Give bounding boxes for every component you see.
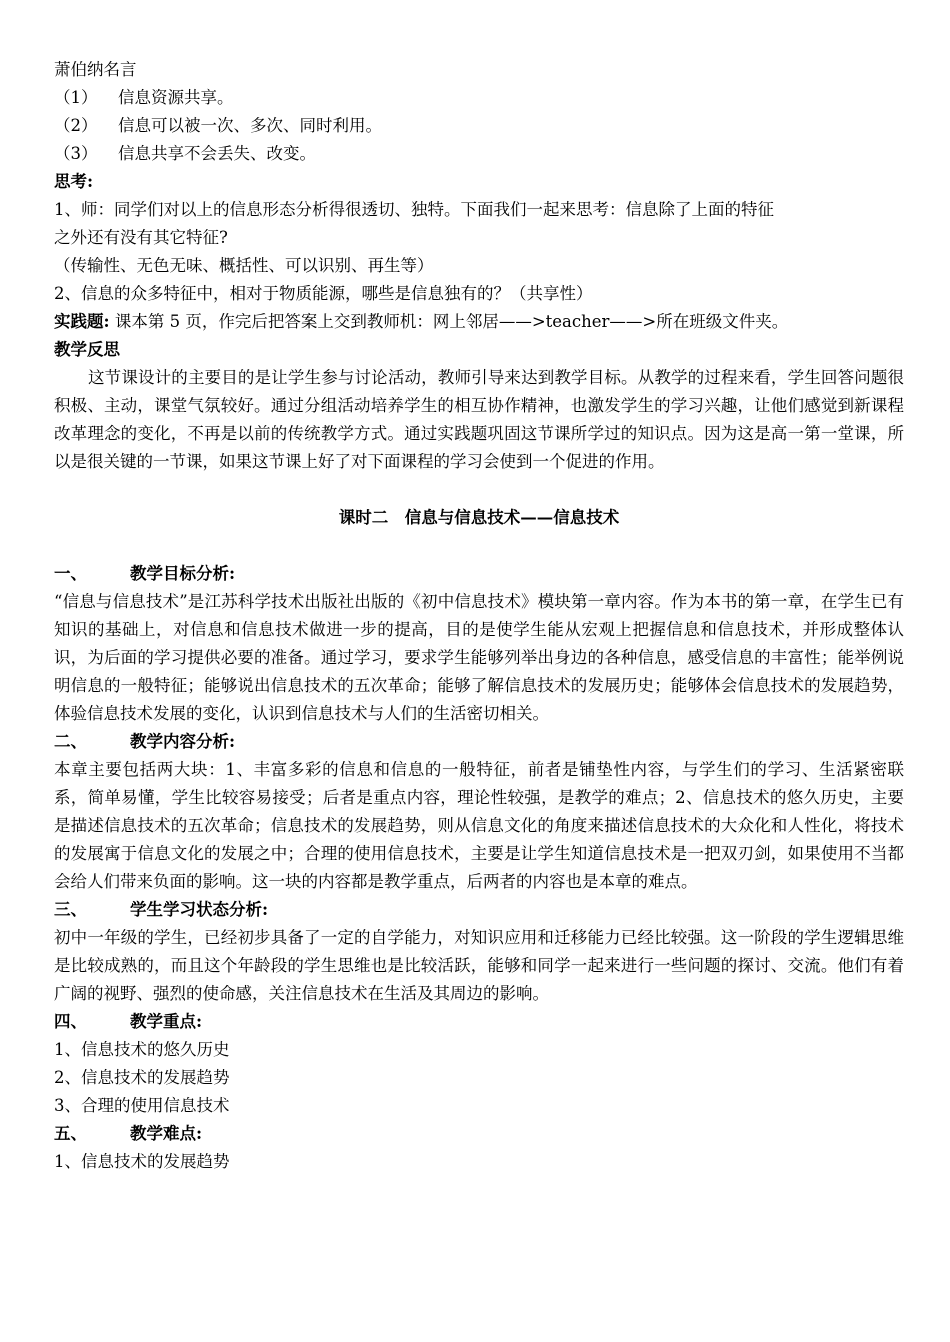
list-item: 3、合理的使用信息技术	[54, 1096, 230, 1115]
item-number: （3）	[54, 144, 98, 163]
section-title: 教学难点:	[130, 1124, 203, 1143]
item-number: （1）	[54, 88, 98, 107]
section-heading-difficulties	[54, 1120, 904, 1148]
document-page	[54, 56, 904, 1176]
section-number: 四、	[54, 1012, 87, 1031]
think-label: 思考:	[54, 172, 94, 191]
item-number: （2）	[54, 116, 98, 135]
item-text: 信息共享不会丢失、改变。	[118, 144, 316, 163]
list-item: 1、信息技术的发展趋势	[54, 1152, 230, 1171]
section-number: 一、	[54, 564, 87, 583]
list-item: 1、信息技术的悠久历史	[54, 1040, 230, 1059]
list-item	[54, 112, 904, 140]
section-paragraph-objectives: “信息与信息技术”是江苏科学技术出版社出版的《初中信息技术》模块第一章内容。作为本书的第一章，在学生已有知识的基础上，对信息和信息技术做进一步的提高，目的是使学生能从宏观上把握信息和信息技术，并形成整体认识，为后面的学习提供必要的准备。通过学习，要求学生能够列举出身边的各种信息，感受信息的丰富性；能举例说明信息的一般特征；能够说出信息技术的五次革命；能够了解信息技术的发展历史；能够体会信息技术的发展趋势，体验信息技术发展的变化，认识到信息技术与人们的生活密切相关。	[54, 592, 904, 723]
section-title: 教学重点:	[130, 1012, 203, 1031]
quote-line: 萧伯纳名言	[54, 60, 137, 79]
item-text: 信息资源共享。	[118, 88, 234, 107]
section-number: 二、	[54, 732, 87, 751]
section-heading-objectives	[54, 560, 904, 588]
section-paragraph-content: 本章主要包括两大块：1、丰富多彩的信息和信息的一般特征，前者是铺垫性内容，与学生们的学习、生活紧密联系，简单易懂，学生比较容易接受；后者是重点内容，理论性较强，是教学的难点；2、信息技术的悠久历史，主要是描述信息技术的五次革命；信息技术的发展趋势，则从信息文化的角度来描述信息技术的大众化和人性化，将技术的发展寓于信息文化的发展之中；合理的使用信息技术，主要是让学生知道信息技术是一把双刃剑，如果使用不当都会给人们带来负面的影响。这一块的内容都是教学重点，后两者的内容也是本章的难点。	[54, 760, 904, 891]
think-question-1-line-2: 之外还有没有其它特征?	[54, 228, 228, 247]
list-item	[54, 140, 904, 168]
section-title: 教学目标分析:	[130, 564, 236, 583]
section-number: 三、	[54, 900, 87, 919]
list-item	[54, 84, 904, 112]
section-number: 五、	[54, 1124, 87, 1143]
section-heading-students	[54, 896, 904, 924]
item-text: 信息可以被一次、多次、同时利用。	[118, 116, 382, 135]
practice-label: 实践题:	[54, 312, 110, 331]
think-question-2: 2、信息的众多特征中，相对于物质能源，哪些是信息独有的？（共享性）	[54, 284, 593, 303]
section-paragraph-students: 初中一年级的学生，已经初步具备了一定的自学能力，对知识应用和迁移能力已经比较强。这一阶段的学生逻辑思维是比较成熟的，而且这个年龄段的学生思维也是比较活跃，能够和同学一起来进行一些问题的探讨、交流。他们有着广阔的视野、强烈的使命感，关注信息技术在生活及其周边的影响。	[54, 928, 904, 1003]
practice-line	[54, 308, 904, 336]
lesson-title: 课时二 信息与信息技术——信息技术	[338, 508, 620, 527]
reflection-paragraph: 这节课设计的主要目的是让学生参与讨论活动，教师引导来达到教学目标。从教学的过程来看，学生回答问题很积极、主动，课堂气氛较好。通过分组活动培养学生的相互协作精神，也激发学生的学习兴趣，让他们感觉到新课程改革理念的变化，不再是以前的传统教学方式。通过实践题巩固这节课所学过的知识点。因为这是高一第一堂课，所以是很关键的一节课，如果这节课上好了对下面课程的学习会使到一个促进的作用。	[54, 368, 904, 471]
reflection-label: 教学反思	[54, 340, 120, 359]
section-heading-key-points	[54, 1008, 904, 1036]
list-item: 2、信息技术的发展趋势	[54, 1068, 230, 1087]
section-heading-content	[54, 728, 904, 756]
think-question-1-answer: （传输性、无色无味、概括性、可以识别、再生等）	[54, 256, 434, 275]
practice-text: 课本第 5 页，作完后把答案上交到教师机：网上邻居——>teacher——>所在班级文件夹。	[109, 312, 789, 331]
think-question-1-line-1: 1、师：同学们对以上的信息形态分析得很透切、独特。下面我们一起来思考：信息除了上面的特征	[54, 200, 774, 219]
section-title: 学生学习状态分析:	[130, 900, 269, 919]
section-title: 教学内容分析:	[130, 732, 236, 751]
